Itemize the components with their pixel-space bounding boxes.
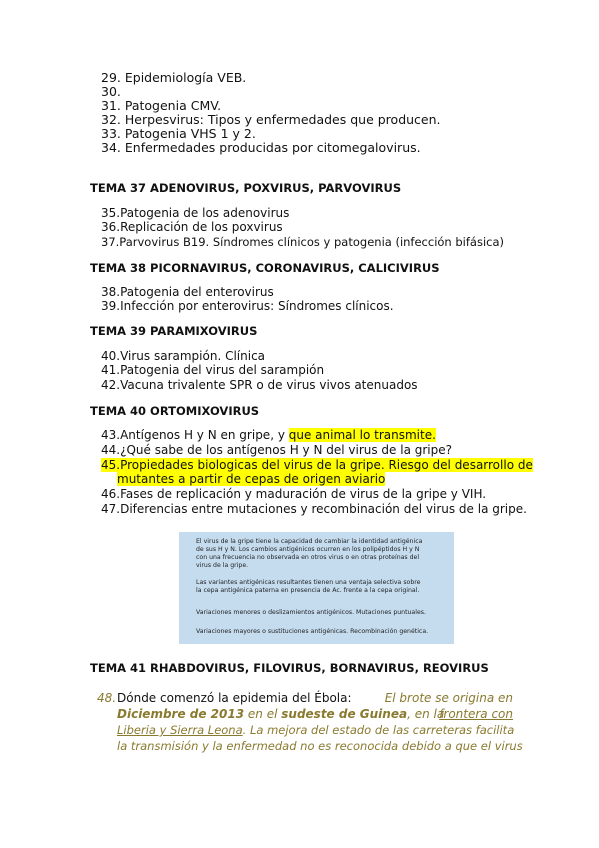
list-item: 34. Enfermedades producidas por citomegalovirus. xyxy=(101,140,421,155)
highlighted-text: que animal lo transmite. xyxy=(288,428,436,442)
list-item: 46.Fases de replicación y maduración de virus de la gripe y VIH. xyxy=(101,487,487,501)
section-heading: TEMA 41 RHABDOVIRUS, FILOVIRUS, BORNAVIRUS, REOVIRUS xyxy=(90,661,489,675)
list-item-continuation: mutantes a partir de cepas de origen aviario xyxy=(117,472,386,486)
paragraph-line: la transmisión y la enfermedad no es reconocida debido a que el virus xyxy=(117,739,523,753)
figure-text-line: Variaciones menores o deslizamientos antigénicos. Mutaciones puntuales. xyxy=(196,609,426,616)
link-text[interactable]: frontera con xyxy=(439,707,513,721)
figure-text-line: Variaciones mayores o sustituciones antigénicas. Recombinación genética. xyxy=(196,628,429,635)
list-item: 31. Patogenia CMV. xyxy=(101,98,222,113)
list-item: 33. Patogenia VHS 1 y 2. xyxy=(101,126,256,141)
paragraph-line: Liberia y Sierra Leona. La mejora del estado de las carreteras facilita xyxy=(117,723,515,737)
figure-text-line: la cepa antigénica paterna en presencia de Ac. frente a la cepa original. xyxy=(196,587,420,594)
section-heading: TEMA 38 PICORNAVIRUS, CORONAVIRUS, CALICIVIRUS xyxy=(90,261,440,275)
section-heading: TEMA 39 PARAMIXOVIRUS xyxy=(90,324,258,338)
section-heading: TEMA 37 ADENOVIRUS, POXVIRUS, PARVOVIRUS xyxy=(90,181,402,195)
figure-text-line: con una frecuencia no observada en otros virus o en otras proteínas del xyxy=(196,554,420,561)
figure-text-line: Las variantes antigénicas resultantes tienen una ventaja selectiva sobre xyxy=(196,579,421,586)
link-text[interactable]: Liberia y Sierra Leona xyxy=(117,723,243,737)
list-item: 32. Herpesvirus: Tipos y enfermedades que producen. xyxy=(101,112,441,127)
list-item: 35.Patogenia de los adenovirus xyxy=(101,206,290,220)
list-item-number: 48. xyxy=(97,691,117,705)
list-item: 43.Antígenos H y N en gripe, y que animal lo transmite. xyxy=(101,428,436,442)
list-item: 38.Patogenia del enterovirus xyxy=(101,285,274,299)
list-item: 39.Infección por enterovirus: Síndromes clínicos. xyxy=(101,299,394,313)
list-item: 36.Replicación de los poxvirus xyxy=(101,220,283,234)
list-item: 41.Patogenia del virus del sarampión xyxy=(101,363,325,377)
list-item: 40.Virus sarampión. Clínica xyxy=(101,349,266,363)
list-item: 44.¿Qué sabe de los antígenos H y N del virus de la gripe? xyxy=(101,443,453,457)
list-item: 37.Parvovirus B19. Síndromes clínicos y patogenia (infección bifásica) xyxy=(101,235,505,249)
figure-text-line: El virus de la gripe tiene la capacidad de cambiar la identidad antigénica xyxy=(196,538,423,545)
list-item: 42.Vacuna trivalente SPR o de virus vivos atenuados xyxy=(101,378,418,392)
figure-text-line: de sus H y N. Los cambios antigénicos ocurren en los polipéptidos H y N xyxy=(196,546,420,553)
figure-text-line: virus de la gripe. xyxy=(196,562,249,569)
list-item: 29. Epidemiología VEB. xyxy=(101,70,247,85)
paragraph-line: Dónde comenzó la epidemia del Ébola: El brote se origina en xyxy=(117,691,513,705)
influenza-info-figure xyxy=(179,532,454,644)
list-item: 30. xyxy=(101,84,121,99)
list-item-highlighted: 45.Propiedades biologicas del virus de la gripe. Riesgo del desarrollo de xyxy=(101,458,533,472)
paragraph-line: Diciembre de 2013 en el sudeste de Guinea, en la frontera con xyxy=(117,707,513,721)
list-item: 47.Diferencias entre mutaciones y recombinación del virus de la gripe. xyxy=(101,502,527,516)
section-heading: TEMA 40 ORTOMIXOVIRUS xyxy=(90,404,260,418)
